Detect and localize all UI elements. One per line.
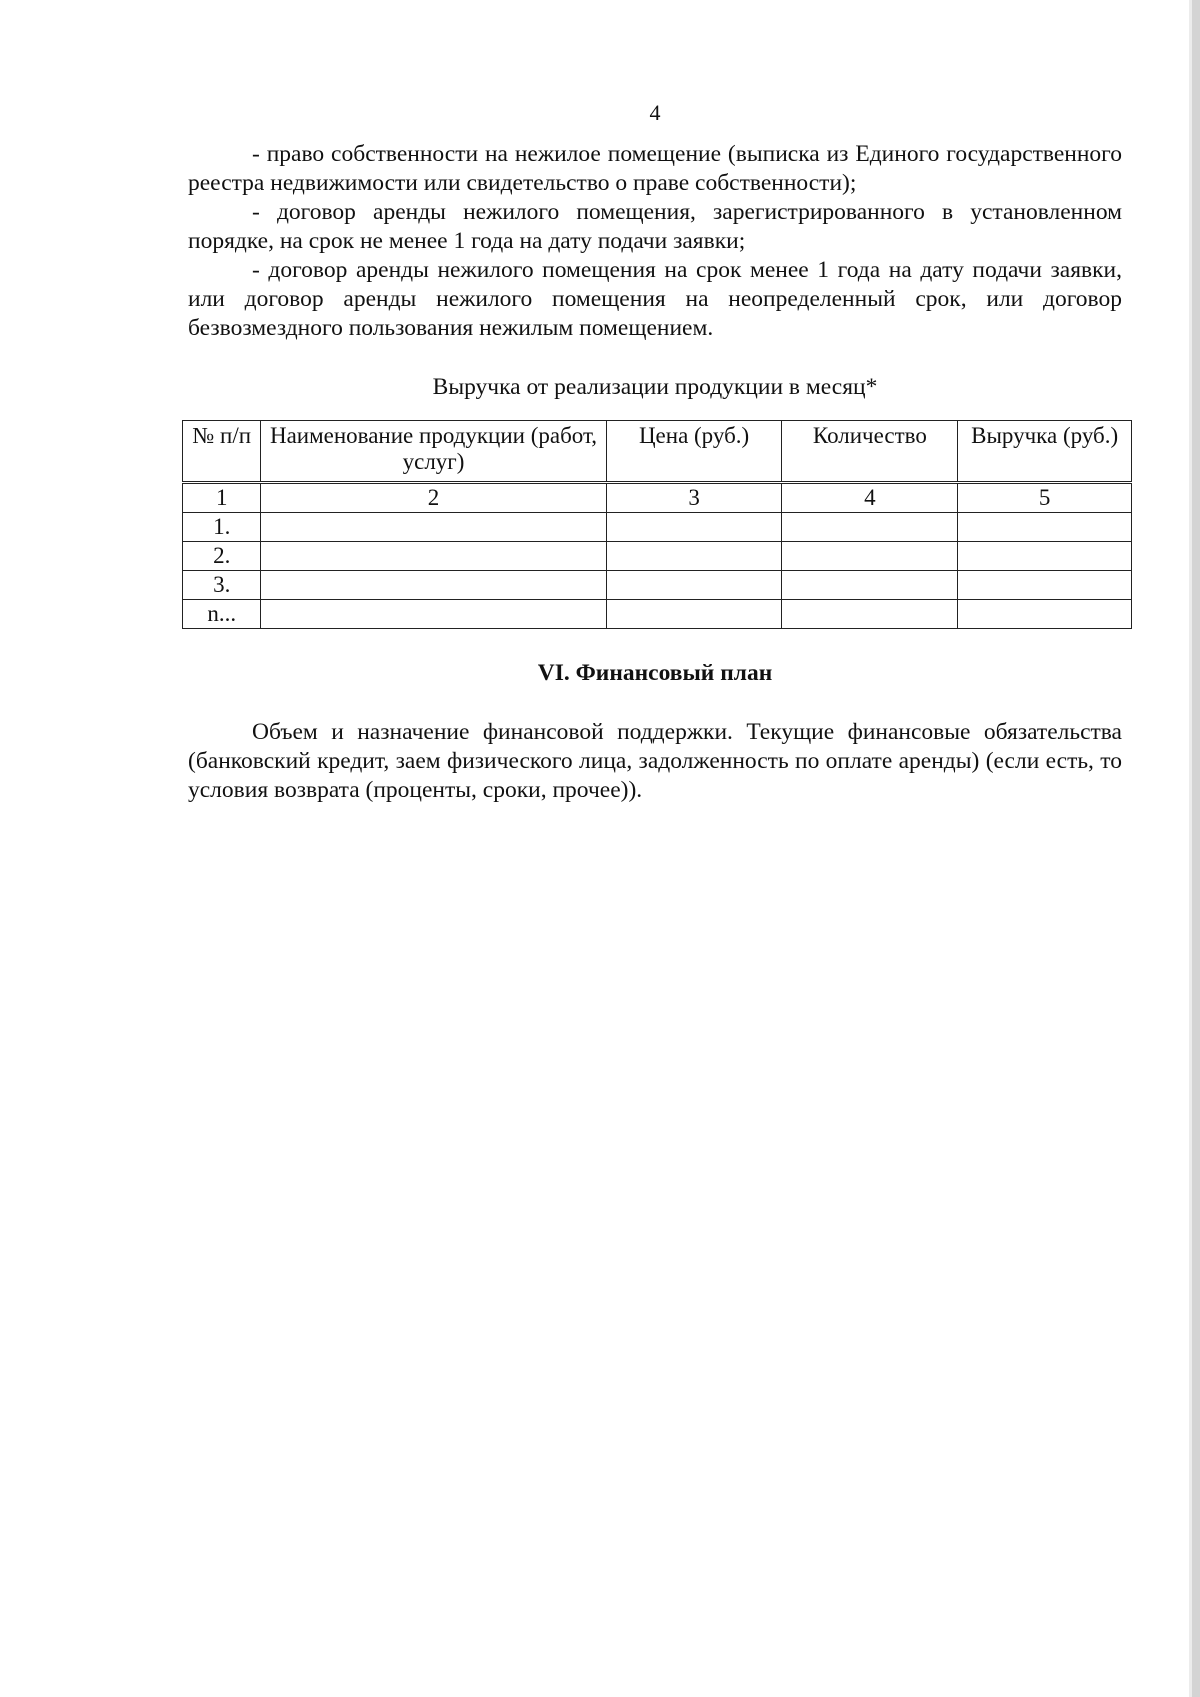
header-revenue: Выручка (руб.) — [958, 421, 1132, 483]
column-number-cell: 3 — [606, 483, 782, 513]
quantity-cell — [782, 513, 958, 542]
column-number-cell: 2 — [261, 483, 606, 513]
table-row — [183, 513, 1132, 542]
header-number: № п/п — [183, 421, 261, 483]
price-cell — [606, 600, 782, 629]
table-row — [183, 571, 1132, 600]
section-heading-financial-plan: VI. Финансовый план — [537, 660, 773, 686]
column-number-cell: 5 — [958, 483, 1132, 513]
paragraph-lease-short-term: - договор аренды нежилого помещения на срок менее 1 года на дату подачи заявки, или договор аренды нежилого помещения на неопределенный срок, или договор безвозмездного пользования нежилым помещением. — [188, 257, 1122, 341]
scan-edge — [1192, 0, 1200, 1697]
header-price: Цена (руб.) — [606, 421, 782, 483]
row-number-cell: 3. — [183, 571, 261, 600]
table-header-row — [183, 421, 1132, 483]
product-name-cell — [261, 571, 606, 600]
price-cell — [606, 542, 782, 571]
revenue-cell — [958, 513, 1132, 542]
row-number-cell: n... — [183, 600, 261, 629]
paragraph-ownership: - право собственности на нежилое помещение (выписка из Единого государственного реестра недвижимости или свидетельство о праве собственности); — [188, 141, 1122, 196]
product-name-cell — [261, 542, 606, 571]
revenue-table-title: Выручка от реализации продукции в месяц* — [432, 374, 878, 400]
row-number-cell: 1. — [183, 513, 261, 542]
table-row — [183, 542, 1132, 571]
column-number-cell: 1 — [183, 483, 261, 513]
header-product-name: Наименование продукции (работ, услуг) — [261, 421, 606, 483]
price-cell — [606, 513, 782, 542]
column-number-cell: 4 — [782, 483, 958, 513]
price-cell — [606, 571, 782, 600]
quantity-cell — [782, 571, 958, 600]
row-number-cell: 2. — [183, 542, 261, 571]
column-number-row — [183, 483, 1132, 513]
header-quantity: Количество — [782, 421, 958, 483]
product-name-cell — [261, 513, 606, 542]
page-number: 4 — [649, 100, 661, 125]
table-row — [183, 600, 1132, 629]
revenue-cell — [958, 542, 1132, 571]
quantity-cell — [782, 600, 958, 629]
revenue-table — [182, 420, 1132, 629]
quantity-cell — [782, 542, 958, 571]
document-body — [188, 140, 1122, 805]
revenue-cell — [958, 600, 1132, 629]
product-name-cell — [261, 600, 606, 629]
revenue-cell — [958, 571, 1132, 600]
paragraph-lease-registered: - договор аренды нежилого помещения, зарегистрированного в установленном порядке, на срок не менее 1 года на дату подачи заявки; — [188, 199, 1122, 254]
paragraph-financial-support: Объем и назначение финансовой поддержки. Текущие финансовые обязательства (банковский кредит, заем физического лица, задолженность по оплате аренды) (если есть, то условия возврата (проценты, сроки, прочее)). — [188, 719, 1122, 803]
